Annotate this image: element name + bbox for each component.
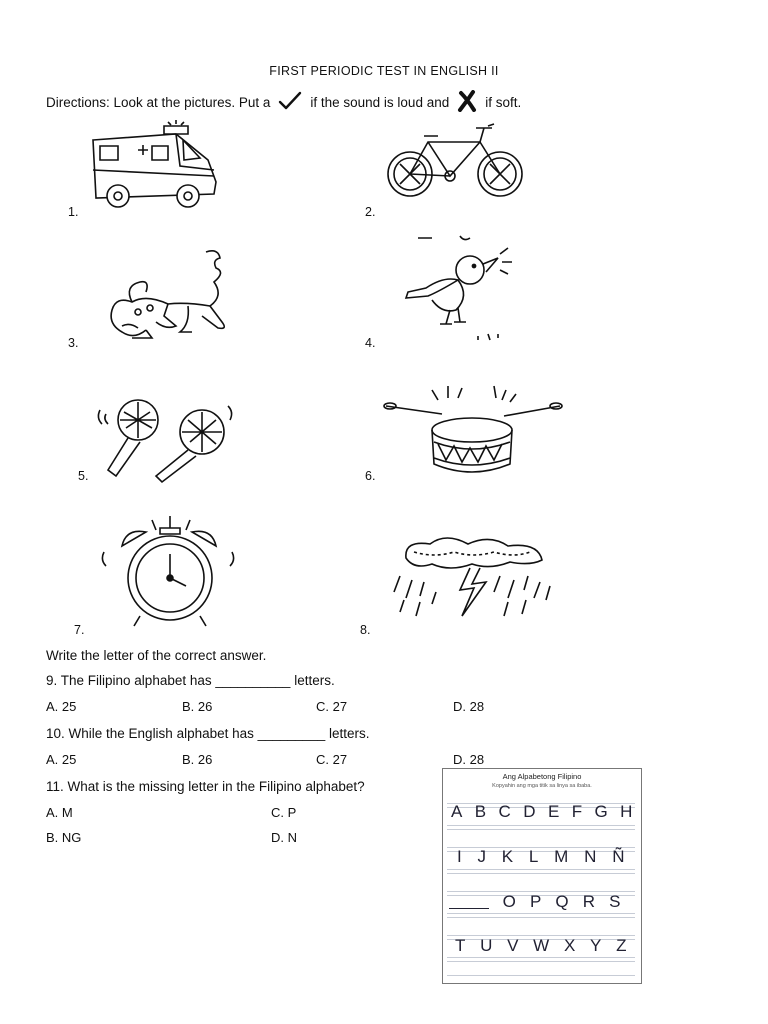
letter: G <box>594 802 609 821</box>
letter: T <box>455 936 466 955</box>
q10-option-c: C. 27 <box>316 752 348 767</box>
directions-text-3: if soft. <box>485 95 522 110</box>
letter: F <box>571 802 583 821</box>
letter: L <box>528 847 539 866</box>
missing-letter-blank <box>449 892 489 909</box>
q10-option-b: B. 26 <box>182 752 213 767</box>
q11-option-d: D. N <box>271 830 297 845</box>
directions <box>46 90 521 115</box>
bird-icon <box>398 236 528 342</box>
q9-option-c: C. 27 <box>316 699 348 714</box>
q9-option-a: A. 25 <box>46 699 77 714</box>
picture-number-7: 7. <box>74 623 85 637</box>
letter: O <box>502 892 517 911</box>
test-title: FIRST PERIODIC TEST IN ENGLISH II <box>269 64 499 78</box>
question-10: 10. While the English alphabet has _________ letters. <box>46 726 370 741</box>
chart-subtitle: Kopyahin ang mga titik sa linya sa ibaba. <box>492 783 592 789</box>
ambulance-icon <box>88 120 223 212</box>
drum-icon <box>382 384 564 482</box>
maracas-icon <box>96 396 236 484</box>
alphabet-row-3 <box>449 892 621 912</box>
letter: N <box>584 847 597 866</box>
letter: U <box>480 936 493 955</box>
letter: W <box>533 936 550 955</box>
directions-text-1: Directions: Look at the pictures. Put a <box>46 95 271 110</box>
instructions-part-2: Write the letter of the correct answer. <box>46 648 267 663</box>
picture-number-8: 8. <box>360 623 371 637</box>
q11-option-c: C. P <box>271 805 297 820</box>
picture-number-6: 6. <box>365 469 376 483</box>
letter: V <box>507 936 519 955</box>
q11-option-b: B. NG <box>46 830 82 845</box>
letter: I <box>457 847 463 866</box>
question-9: 9. The Filipino alphabet has __________ letters. <box>46 673 335 688</box>
question-11: 11. What is the missing letter in the Filipino alphabet? <box>46 779 365 794</box>
dog-icon <box>106 246 236 342</box>
q9-option-b: B. 26 <box>182 699 213 714</box>
bicycle-icon <box>384 124 526 200</box>
alphabet-row-4 <box>455 936 627 956</box>
x-mark-icon <box>457 90 477 115</box>
alarm-clock-icon <box>100 516 238 628</box>
q9-option-d: D. 28 <box>453 699 485 714</box>
q10-option-a: A. 25 <box>46 752 77 767</box>
chart-title: Ang Alpabetong Filipino <box>502 772 582 781</box>
letter: Q <box>555 892 570 911</box>
letter: S <box>609 892 621 911</box>
letter: Ñ <box>612 847 625 866</box>
thunderstorm-icon <box>390 536 560 630</box>
picture-number-4: 4. <box>365 336 376 350</box>
picture-number-3: 3. <box>68 336 79 350</box>
alphabet-row-2 <box>457 847 625 867</box>
letter: M <box>554 847 569 866</box>
picture-number-5: 5. <box>78 469 89 483</box>
letter: P <box>529 892 542 911</box>
check-mark-icon <box>278 91 302 114</box>
letter: B <box>474 802 487 821</box>
letter: A <box>451 802 463 821</box>
q11-option-a: A. M <box>46 805 73 820</box>
letter: D <box>523 802 537 821</box>
letter: Y <box>590 936 602 955</box>
alphabet-row-1 <box>451 802 633 822</box>
filipino-alphabet-chart <box>442 768 642 984</box>
letter: E <box>547 802 560 821</box>
directions-text-2: if the sound is loud and <box>310 95 450 110</box>
letter: J <box>477 847 487 866</box>
picture-number-2: 2. <box>365 205 376 219</box>
letter: H <box>620 802 633 821</box>
letter: X <box>563 936 576 955</box>
q10-option-d: D. 28 <box>453 752 485 767</box>
letter: Z <box>616 936 627 955</box>
picture-number-1: 1. <box>68 205 79 219</box>
letter: R <box>582 892 596 911</box>
letter: C <box>498 802 512 821</box>
letter: K <box>501 847 514 866</box>
